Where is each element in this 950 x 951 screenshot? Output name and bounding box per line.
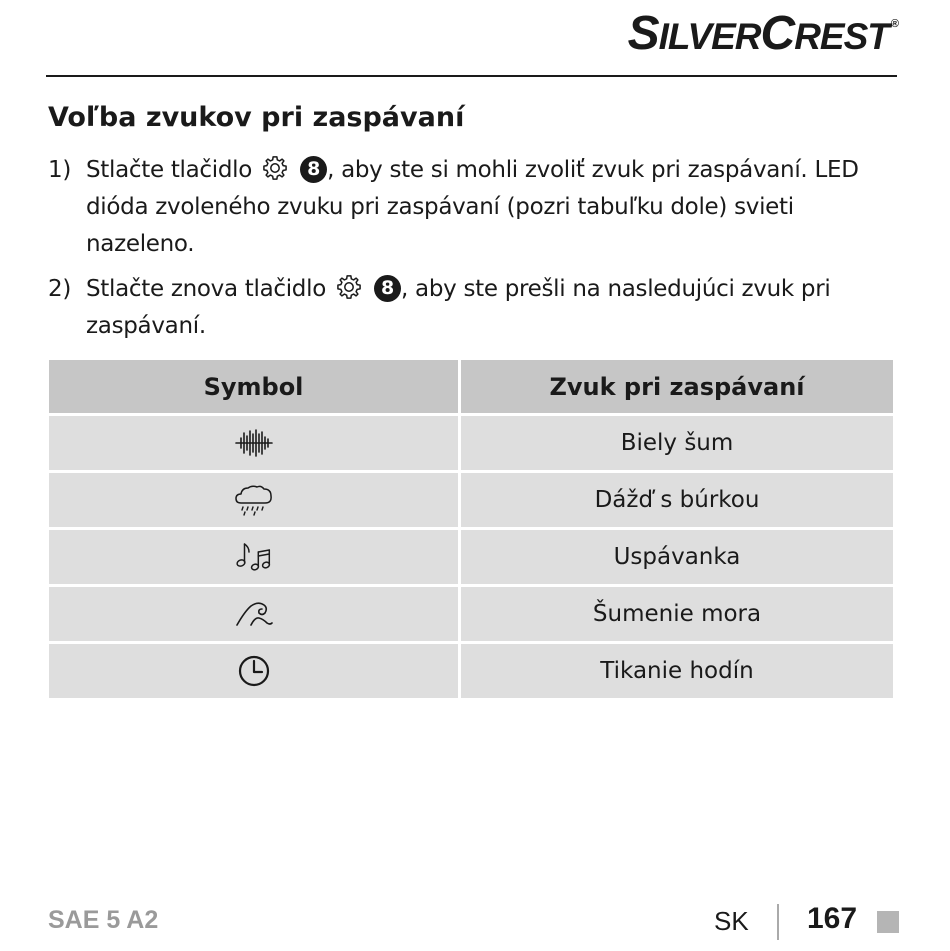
rain-thunder-icon — [233, 483, 275, 517]
sound-label: Šumenie mora — [461, 587, 893, 641]
table-header-row — [49, 360, 893, 413]
footer-divider — [777, 904, 779, 940]
white-noise-icon — [234, 427, 274, 459]
step-text-before: Stlačte tlačidlo — [86, 157, 253, 183]
header-rule — [46, 75, 897, 77]
step-number: 1) — [48, 157, 72, 183]
step-text-after: , aby ste si mohli zvoliť zvuk pri zaspávaní. LED dióda zvoleného zvuku pri zaspávaní (pozri tabuľku dole) svieti nazeleno. — [86, 157, 859, 257]
gear-icon — [261, 154, 289, 182]
table-row — [49, 473, 893, 527]
section-heading: Voľba zvukov pri zaspávaní — [48, 102, 465, 133]
page-number: 167 — [807, 902, 858, 935]
step-text-after: , aby ste prešli na nasledujúci zvuk pri zaspávaní. — [86, 276, 831, 339]
step-number: 2) — [48, 276, 72, 302]
brand-logo: SILVERCREST ® — [627, 7, 898, 60]
sound-label: Tikanie hodín — [461, 644, 893, 698]
symbol-cell — [49, 644, 458, 698]
symbol-cell — [49, 587, 458, 641]
step-text-before: Stlačte znova tlačidlo — [86, 276, 326, 302]
wave-icon — [233, 597, 275, 631]
symbol-cell — [49, 416, 458, 470]
column-header-symbol: Symbol — [49, 360, 458, 413]
symbol-cell — [49, 473, 458, 527]
language-code: SK — [714, 906, 749, 936]
button-number-badge: 8 — [374, 275, 401, 302]
button-number-badge: 8 — [300, 156, 327, 183]
table-row — [49, 587, 893, 641]
music-notes-icon — [233, 540, 275, 574]
page-marker-square — [877, 911, 899, 933]
column-header-sound: Zvuk pri zaspávaní — [461, 360, 893, 413]
table-row — [49, 644, 893, 698]
step-2 — [48, 271, 888, 345]
table-row — [49, 530, 893, 584]
sound-label: Dážď s búrkou — [461, 473, 893, 527]
gear-icon — [335, 273, 363, 301]
sound-label: Biely šum — [461, 416, 893, 470]
step-1 — [48, 152, 888, 263]
instruction-steps — [48, 152, 888, 353]
table-row — [49, 416, 893, 470]
symbol-cell — [49, 530, 458, 584]
model-number: SAE 5 A2 — [48, 906, 159, 934]
sleep-sound-table — [46, 357, 896, 701]
clock-icon — [236, 653, 272, 689]
sound-label: Uspávanka — [461, 530, 893, 584]
